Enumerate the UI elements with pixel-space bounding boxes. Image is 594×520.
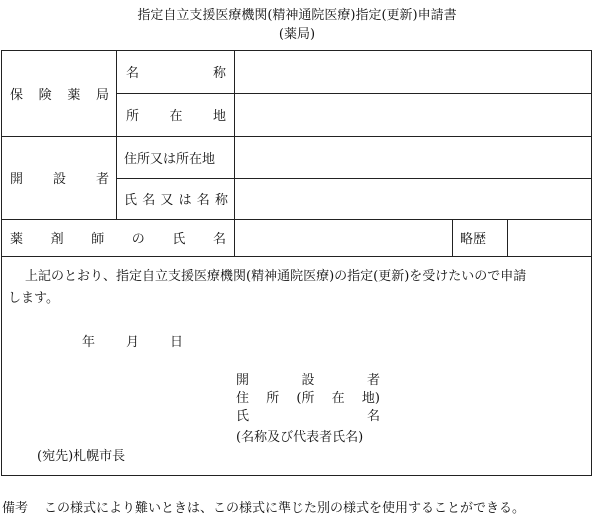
date-month-label: 月 [126, 335, 140, 350]
address-field[interactable] [240, 95, 586, 135]
founder-name-label: 氏 名 又 は 名 称 [124, 193, 228, 208]
grid-line [116, 50, 117, 219]
name-label: 名 称 [126, 66, 226, 81]
statement-line-2: します。 [8, 291, 59, 306]
pharmacist-name-field[interactable] [240, 221, 446, 255]
note-label: 備考 [2, 501, 29, 516]
founder-name-field[interactable] [240, 180, 586, 218]
signature-name-label: 氏 名 [236, 408, 380, 424]
address-label: 所 在 地 [126, 109, 226, 124]
career-field[interactable] [512, 221, 586, 255]
document-title: 指定自立支援医療機関(精神通院医療)指定(更新)申請書 [137, 8, 457, 23]
founder-address-field[interactable] [240, 138, 586, 177]
signature-founder-label: 開 設 者 [236, 372, 380, 388]
name-field[interactable] [240, 52, 586, 92]
statement-line-1: 上記のとおり、指定自立支援医療機関(精神通院医療)の指定(更新)を受けたいので申請 [25, 269, 527, 284]
signature-name-note: (名称及び代表者氏名) [236, 430, 364, 445]
founder-label: 開 設 者 [10, 172, 109, 187]
career-label: 略歴 [460, 232, 487, 247]
pharmacy-label: 保 険 薬 局 [10, 87, 109, 103]
grid-line [234, 50, 235, 256]
date-year-label: 年 [82, 335, 96, 350]
pharmacist-label: 薬 剤 師 の 氏 名 [10, 232, 226, 247]
addressee-label: (宛先)札幌市長 [37, 449, 126, 464]
signature-address-label: 住 所 (所 在 地) [236, 390, 380, 406]
document-subtitle: (薬局) [278, 27, 316, 42]
grid-line [507, 219, 508, 256]
grid-line [452, 219, 453, 256]
founder-address-label: 住所又は所在地 [124, 151, 216, 167]
grid-line [1, 256, 592, 257]
date-day-label: 日 [170, 335, 184, 350]
note-text: この様式により難いときは、この様式に準じた別の様式を使用することができる。 [44, 501, 526, 516]
